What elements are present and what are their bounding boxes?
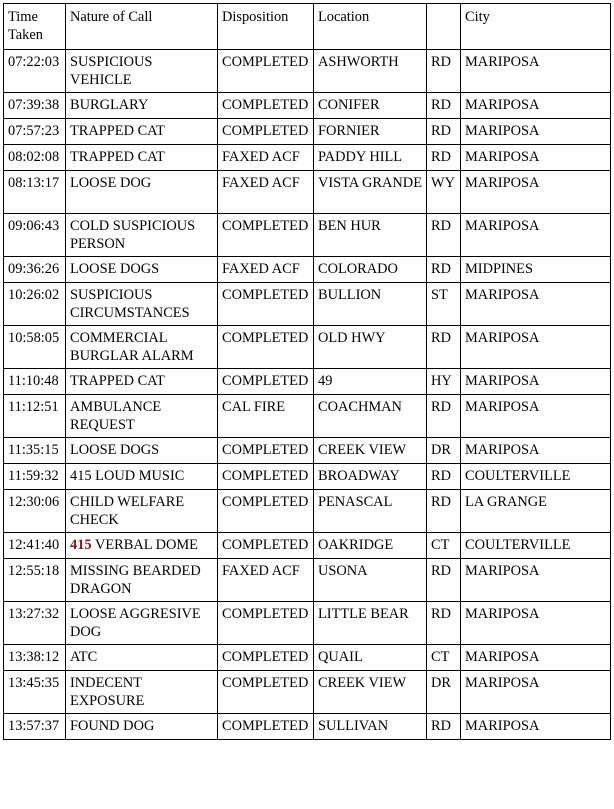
cell-nature: TRAPPED CAT	[66, 119, 218, 145]
cell-disposition: COMPLETED	[218, 602, 314, 645]
table-row	[4, 464, 611, 490]
cell-location: LITTLE BEAR	[314, 602, 427, 645]
cell-disposition: COMPLETED	[218, 119, 314, 145]
cell-time: 13:45:35	[4, 671, 66, 714]
table-row	[4, 93, 611, 119]
cell-nature: INDECENT EXPOSURE	[66, 671, 218, 714]
cell-location: PADDY HILL	[314, 145, 427, 171]
cell-time: 12:30:06	[4, 490, 66, 533]
cell-disposition: COMPLETED	[218, 438, 314, 464]
cell-nature: COLD SUSPICIOUS PERSON	[66, 214, 218, 257]
cell-disposition: COMPLETED	[218, 464, 314, 490]
table-row	[4, 533, 611, 559]
table-row	[4, 438, 611, 464]
cell-time: 13:38:12	[4, 645, 66, 671]
cell-disposition: CAL FIRE	[218, 395, 314, 438]
cell-nature: TRAPPED CAT	[66, 145, 218, 171]
call-nature-text: VERBAL DOME	[94, 537, 198, 553]
cell-time: 08:13:17	[4, 171, 66, 214]
call-log-table	[3, 3, 611, 740]
cell-nature: LOOSE DOGS	[66, 257, 218, 283]
cell-disposition: COMPLETED	[218, 645, 314, 671]
cell-nature: COMMERCIAL BURGLAR ALARM	[66, 326, 218, 369]
cell-nature: LOOSE AGGRESIVE DOG	[66, 602, 218, 645]
cell-suffix: DR	[427, 438, 461, 464]
call-code: 415	[70, 537, 92, 553]
cell-disposition: COMPLETED	[218, 490, 314, 533]
cell-city: MARIPOSA	[461, 145, 611, 171]
header-disposition: Disposition	[218, 4, 314, 50]
cell-time: 09:36:26	[4, 257, 66, 283]
cell-suffix: RD	[427, 145, 461, 171]
table-row	[4, 602, 611, 645]
cell-suffix: DR	[427, 671, 461, 714]
cell-suffix: RD	[427, 93, 461, 119]
cell-nature: 415 LOUD MUSIC	[66, 464, 218, 490]
cell-suffix: RD	[427, 602, 461, 645]
cell-disposition: FAXED ACF	[218, 257, 314, 283]
cell-city: MARIPOSA	[461, 283, 611, 326]
cell-city: MIDPINES	[461, 257, 611, 283]
cell-disposition: COMPLETED	[218, 533, 314, 559]
cell-location: BULLION	[314, 283, 427, 326]
table-row	[4, 395, 611, 438]
cell-suffix: ST	[427, 283, 461, 326]
cell-location: CONIFER	[314, 93, 427, 119]
cell-city: MARIPOSA	[461, 171, 611, 214]
cell-location: 49	[314, 369, 427, 395]
cell-time: 10:26:02	[4, 283, 66, 326]
cell-suffix: RD	[427, 490, 461, 533]
cell-city: MARIPOSA	[461, 438, 611, 464]
cell-nature: CHILD WELFARE CHECK	[66, 490, 218, 533]
cell-time: 11:12:51	[4, 395, 66, 438]
cell-suffix: RD	[427, 50, 461, 93]
cell-suffix: RD	[427, 257, 461, 283]
cell-city: COULTERVILLE	[461, 464, 611, 490]
cell-disposition: FAXED ACF	[218, 145, 314, 171]
table-row	[4, 326, 611, 369]
cell-suffix: RD	[427, 714, 461, 740]
cell-nature: FOUND DOG	[66, 714, 218, 740]
cell-suffix: RD	[427, 119, 461, 145]
cell-suffix: WY	[427, 171, 461, 214]
cell-nature	[66, 533, 218, 559]
table-row	[4, 214, 611, 257]
cell-location: BEN HUR	[314, 214, 427, 257]
cell-city: MARIPOSA	[461, 602, 611, 645]
cell-location: BROADWAY	[314, 464, 427, 490]
cell-time: 13:57:37	[4, 714, 66, 740]
cell-nature: SUSPICIOUS VEHICLE	[66, 50, 218, 93]
cell-time: 12:41:40	[4, 533, 66, 559]
cell-city: MARIPOSA	[461, 93, 611, 119]
cell-time: 12:55:18	[4, 559, 66, 602]
cell-disposition: COMPLETED	[218, 369, 314, 395]
table-row	[4, 369, 611, 395]
cell-suffix: RD	[427, 559, 461, 602]
cell-time: 07:22:03	[4, 50, 66, 93]
cell-city: MARIPOSA	[461, 559, 611, 602]
cell-disposition: COMPLETED	[218, 714, 314, 740]
header-nature: Nature of Call	[66, 4, 218, 50]
cell-location: COLORADO	[314, 257, 427, 283]
cell-disposition: FAXED ACF	[218, 559, 314, 602]
table-row	[4, 645, 611, 671]
cell-time: 07:39:38	[4, 93, 66, 119]
cell-suffix: CT	[427, 533, 461, 559]
cell-nature: AMBULANCE REQUEST	[66, 395, 218, 438]
cell-location: SULLIVAN	[314, 714, 427, 740]
cell-suffix: RD	[427, 464, 461, 490]
cell-suffix: RD	[427, 395, 461, 438]
cell-location: FORNIER	[314, 119, 427, 145]
table-row	[4, 257, 611, 283]
cell-city: MARIPOSA	[461, 119, 611, 145]
header-city: City	[461, 4, 611, 50]
cell-city: MARIPOSA	[461, 395, 611, 438]
cell-location: PENASCAL	[314, 490, 427, 533]
cell-nature: LOOSE DOGS	[66, 438, 218, 464]
cell-location: VISTA GRANDE	[314, 171, 427, 214]
cell-suffix: CT	[427, 645, 461, 671]
cell-city: MARIPOSA	[461, 326, 611, 369]
cell-nature: TRAPPED CAT	[66, 369, 218, 395]
header-time: Time Taken	[4, 4, 66, 50]
cell-location: COACHMAN	[314, 395, 427, 438]
cell-disposition: FAXED ACF	[218, 171, 314, 214]
cell-disposition: COMPLETED	[218, 671, 314, 714]
cell-city: MARIPOSA	[461, 714, 611, 740]
cell-suffix: HY	[427, 369, 461, 395]
cell-time: 11:10:48	[4, 369, 66, 395]
cell-nature: MISSING BEARDED DRAGON	[66, 559, 218, 602]
cell-city: MARIPOSA	[461, 645, 611, 671]
table-row	[4, 559, 611, 602]
cell-time: 09:06:43	[4, 214, 66, 257]
table-row	[4, 119, 611, 145]
cell-location: CREEK VIEW	[314, 671, 427, 714]
table-row	[4, 490, 611, 533]
header-location: Location	[314, 4, 427, 50]
cell-location: OAKRIDGE	[314, 533, 427, 559]
cell-location: CREEK VIEW	[314, 438, 427, 464]
cell-disposition: COMPLETED	[218, 326, 314, 369]
cell-time: 11:59:32	[4, 464, 66, 490]
table-row	[4, 714, 611, 740]
cell-city: MARIPOSA	[461, 50, 611, 93]
cell-disposition: COMPLETED	[218, 214, 314, 257]
table-row	[4, 283, 611, 326]
table-row	[4, 145, 611, 171]
cell-time: 13:27:32	[4, 602, 66, 645]
cell-nature: ATC	[66, 645, 218, 671]
cell-location: ASHWORTH	[314, 50, 427, 93]
cell-city: MARIPOSA	[461, 671, 611, 714]
cell-city: MARIPOSA	[461, 369, 611, 395]
cell-nature: LOOSE DOG	[66, 171, 218, 214]
cell-city: LA GRANGE	[461, 490, 611, 533]
cell-time: 11:35:15	[4, 438, 66, 464]
cell-time: 07:57:23	[4, 119, 66, 145]
table-row	[4, 171, 611, 214]
cell-disposition: COMPLETED	[218, 50, 314, 93]
cell-location: OLD HWY	[314, 326, 427, 369]
cell-time: 08:02:08	[4, 145, 66, 171]
cell-nature: SUSPICIOUS CIRCUMSTANCES	[66, 283, 218, 326]
cell-nature: BURGLARY	[66, 93, 218, 119]
cell-location: QUAIL	[314, 645, 427, 671]
cell-city: COULTERVILLE	[461, 533, 611, 559]
cell-disposition: COMPLETED	[218, 283, 314, 326]
cell-suffix: RD	[427, 214, 461, 257]
cell-location: USONA	[314, 559, 427, 602]
cell-city: MARIPOSA	[461, 214, 611, 257]
cell-time: 10:58:05	[4, 326, 66, 369]
cell-disposition: COMPLETED	[218, 93, 314, 119]
table-row	[4, 50, 611, 93]
table-row	[4, 671, 611, 714]
cell-suffix: RD	[427, 326, 461, 369]
header-suffix	[427, 4, 461, 50]
header-row	[4, 4, 611, 50]
